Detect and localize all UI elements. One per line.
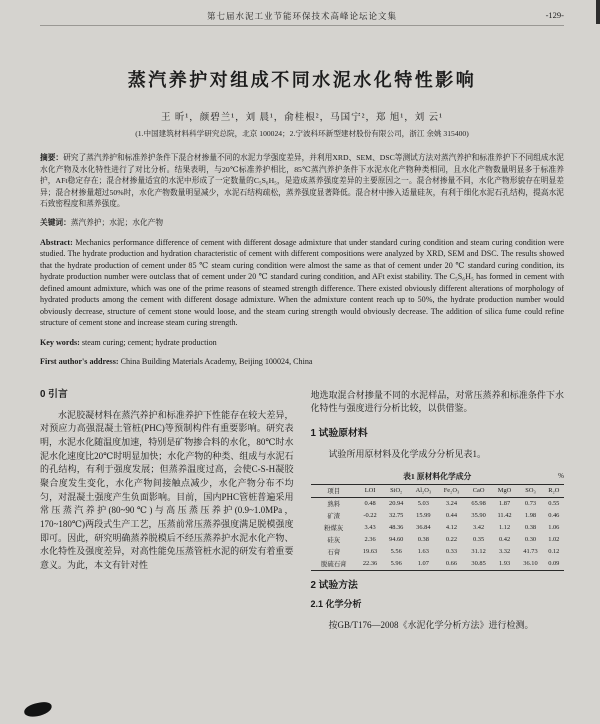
keywords-cn-label: 关键词： — [40, 218, 71, 228]
table1-header-cell: LOI — [357, 484, 383, 497]
abstract-cn-label: 摘要： — [40, 153, 64, 162]
table-value-cell: 0.38 — [417, 536, 429, 544]
abstract-en — [40, 237, 564, 329]
section-2-1-heading: 2.1 化学分析 — [310, 598, 362, 609]
table-value-cell: 0.42 — [498, 536, 511, 544]
table-value-cell: 0.46 — [548, 512, 560, 520]
table-value-cell: 0.38 — [524, 524, 537, 532]
table-value-cell: 41.73 — [523, 548, 538, 556]
table-value-cell: 36.84 — [416, 524, 431, 532]
proceedings-title: 第七届水泥工业节能环保技术高峰论坛论文集 — [206, 11, 397, 21]
table1-header-cell: SO₃ — [517, 484, 543, 497]
address-label: First author's address: — [40, 357, 119, 367]
intro-continuation-paragraph: 地选取混合材掺量不同的水泥样品，对常压蒸养和标准条件下水化特性与强度进行分析比较，以供借鉴。 — [310, 389, 564, 414]
right-column — [311, 380, 565, 642]
scan-smudge-artifact — [23, 701, 53, 719]
table-value-cell: 1.63 — [417, 548, 429, 556]
running-head — [40, 10, 564, 26]
table-value-cell: 32.75 — [389, 512, 404, 520]
article-title: 蒸汽养护对组成不同水泥水化特性影响 — [127, 70, 477, 90]
table1-head-row — [311, 484, 565, 497]
table-value-cell: 0.44 — [445, 512, 458, 520]
abstract-en-text: Mechanics performance difference of cement with different dosage admixture that under standard curing condition and steam curing condition were studied. The hydrate production and hydration characteristic of cement with different compositions were analyzed by XRD, SEM and DSC. The results showed that the hydrate production of cement under 85 ℃ steam curing condition were almost the same as that of cement under 20 ℃ standard curing condition, its hydrate production number were outclass that of cement under 20 ℃ standard curing condition, and AFt exist stability. The C₅S₆H₅ has formed in cement with defined amount admixture, which was one of the prime reasons of steamed strength difference. There existed obviously different alterations of morphology of hydrated products among the cement with different dosage admixture. When the admixture content reach up to 50%, the hydrate production number would obviously decrease, structure of cement stone would loose, and the steam curing strength would obviously decrease. The addition of silica fume could refine structure of cement stone and increase steam curing strength. — [40, 237, 564, 328]
table-value-cell: 1.93 — [498, 560, 511, 568]
keywords-en — [40, 337, 564, 348]
table-value-cell: 19.63 — [362, 548, 378, 556]
abstract-en-label: Abstract: — [40, 237, 73, 247]
section-2-heading: 2 试验方法 — [310, 579, 358, 591]
keywords-en-label: Key words: — [40, 337, 80, 347]
table-row — [311, 534, 565, 546]
table-value-cell: 0.22 — [445, 536, 458, 544]
table-value-cell: 5.96 — [390, 560, 402, 568]
table-value-cell: 22.36 — [362, 560, 378, 568]
table-value-cell: 4.12 — [445, 524, 458, 532]
table-value-cell: 3.24 — [445, 500, 458, 508]
table1-header-cell: Al₂O₃ — [409, 484, 437, 497]
table-value-cell: 0.30 — [524, 536, 537, 544]
table-row — [311, 546, 565, 558]
first-author-address — [40, 356, 564, 367]
table-row-label: 粉煤灰 — [324, 525, 344, 533]
table-value-cell: 48.36 — [389, 524, 404, 532]
intro-paragraph: 水泥胶凝材料在蒸汽养护和标准养护下性能存在较大差异，对预应力高强混凝土管桩(PHC)等预制构件有重要影响。研究表明，水泥水化随温度加速，特别是矿物掺合料的水化，80℃时水泥水化速度比20℃时明显加快；水化产物的种类、组成与水泥石的孔结构，有利于强度发展；但蒸养温度过高，会使C-S-H凝胶聚合度发生变化，水化产物间接触点减少，水化产物分布不均匀，对混凝土强度产生负面影响。目前，国内PHC管桩普遍采用常压蒸汽养护(80~90℃)与高压蒸压养护(0.9~1.0MPa，170~180℃)两段式生产工艺，压蒸前常压蒸养强度满足脱模强度即可。因此，研究明确蒸养脱模后不经压蒸养护水泥水化产物、水化特性及强度差异，对高性能免压蒸管桩水泥的研发有着重要意义。为此，本文有针对性 — [40, 409, 294, 571]
left-column — [40, 380, 294, 642]
table-value-cell: 0.33 — [445, 548, 458, 556]
scan-edge-artifact — [596, 0, 600, 24]
table-value-cell: -0.22 — [363, 512, 377, 520]
two-column-body — [40, 380, 564, 642]
table-value-cell: 3.32 — [498, 548, 511, 556]
table-value-cell: 15.99 — [416, 512, 431, 520]
table-value-cell: 0.73 — [524, 500, 537, 508]
table-row — [311, 558, 565, 571]
table-value-cell: 31.12 — [471, 548, 486, 556]
table-value-cell: 0.12 — [548, 548, 560, 556]
table1-header-cell: R₂O — [544, 484, 564, 497]
table-row-label: 熟料 — [327, 501, 341, 509]
table1-unit: % — [558, 471, 564, 480]
table1-caption — [311, 471, 565, 482]
table1 — [311, 484, 565, 571]
table-value-cell: 0.35 — [473, 536, 485, 544]
table-value-cell: 1.02 — [548, 536, 560, 544]
section-1-heading: 1 试验原材料 — [310, 428, 368, 440]
table-row-label: 矿渣 — [327, 513, 341, 521]
table-value-cell: 65.98 — [471, 500, 486, 508]
abstract-cn — [40, 152, 564, 210]
table-value-cell: 3.43 — [364, 524, 376, 532]
table-value-cell: 2.36 — [364, 536, 376, 544]
table-value-cell: 94.60 — [389, 536, 404, 544]
table1-header-cell: CaO — [466, 484, 492, 497]
table-value-cell: 1.87 — [498, 500, 511, 508]
abstract-cn-text: 研究了蒸汽养护和标准养护条件下混合材掺量不同的水泥力学强度差异，并利用XRD、SEM、DSC等测试方法对蒸汽养护和标准养护下不同组成水泥水化产物及水化特性进行了对比分析。结果表明，与20℃标准养护相比，85℃蒸汽养护条件下水泥水化产物种类相同，且水化产物数量明显多于标准养护，AFt稳定存在；混合材掺量适宜的水泥中形成了一定数量的C₅S₆H₅，是造成蒸养强度差异的主要原因之一。混合材掺量不同，水化产物形貌存在明显差异；混合材掺量超过50%时，水化产物数量明显减少，水泥石结构疏松，蒸养强度显著降低。混合材中掺入适量硅灰，有利于细化水泥石孔结构，提高水泥石致密程度和蒸养强度。 — [40, 153, 564, 209]
table-value-cell: 3.42 — [473, 524, 485, 532]
page-number: -129- — [545, 10, 564, 20]
table1-header-cell: SiO₂ — [383, 484, 409, 497]
keywords-en-text: steam curing; cement; hydrate production — [81, 337, 217, 347]
keywords-cn-text: 蒸汽养护；水泥；水化产物 — [70, 218, 164, 228]
affiliation-line: (1.中国建筑材料科学研究总院，北京 100024；2.宁波科环新型建材股份有限公司，浙江 余姚 315400) — [135, 129, 469, 138]
chemical-paragraph: 按GB/T176—2008《水泥化学分析方法》进行检测。 — [328, 619, 534, 630]
address-text: China Building Materials Academy, Beijing 100024, China — [120, 357, 313, 367]
table-value-cell: 35.90 — [471, 512, 486, 520]
table-value-cell: 0.48 — [364, 500, 376, 508]
table-value-cell: 5.03 — [417, 500, 429, 508]
table-row-label: 脱硫石膏 — [320, 561, 347, 569]
materials-paragraph: 试验所用原材料及化学成分分析见表1。 — [328, 449, 487, 460]
table-value-cell: 1.06 — [548, 524, 560, 532]
section-0-heading: 0 引言 — [40, 388, 68, 400]
table-value-cell: 0.66 — [445, 560, 458, 568]
table-row — [311, 510, 565, 522]
table-row-label: 硅灰 — [327, 537, 341, 545]
table-value-cell: 0.55 — [548, 500, 560, 508]
keywords-cn — [40, 217, 564, 229]
table1-header-cell: 项目 — [311, 484, 357, 497]
table-value-cell: 5.56 — [390, 548, 402, 556]
table-value-cell: 11.42 — [497, 512, 512, 520]
table-value-cell: 1.12 — [498, 524, 511, 532]
table1-caption-text: 表1 原材料化学成分 — [403, 471, 472, 481]
table-row — [311, 522, 565, 534]
table-value-cell: 0.09 — [548, 560, 560, 568]
table-value-cell: 20.94 — [389, 500, 404, 508]
table1-header-cell: MgO — [492, 484, 518, 497]
table1-header-cell: Fe₂O₃ — [437, 484, 465, 497]
table-value-cell: 1.07 — [417, 560, 429, 568]
table-value-cell: 30.85 — [471, 560, 486, 568]
table1-body — [311, 497, 565, 570]
table-value-cell: 1.98 — [524, 512, 537, 520]
table-value-cell: 36.10 — [523, 560, 538, 568]
table-row — [311, 497, 565, 510]
table-row-label: 石膏 — [327, 549, 341, 557]
author-list: 王 昕¹，颜碧兰¹，刘 晨¹，俞桂根²，马国宁²，郑 旭¹，刘 云¹ — [161, 113, 443, 123]
